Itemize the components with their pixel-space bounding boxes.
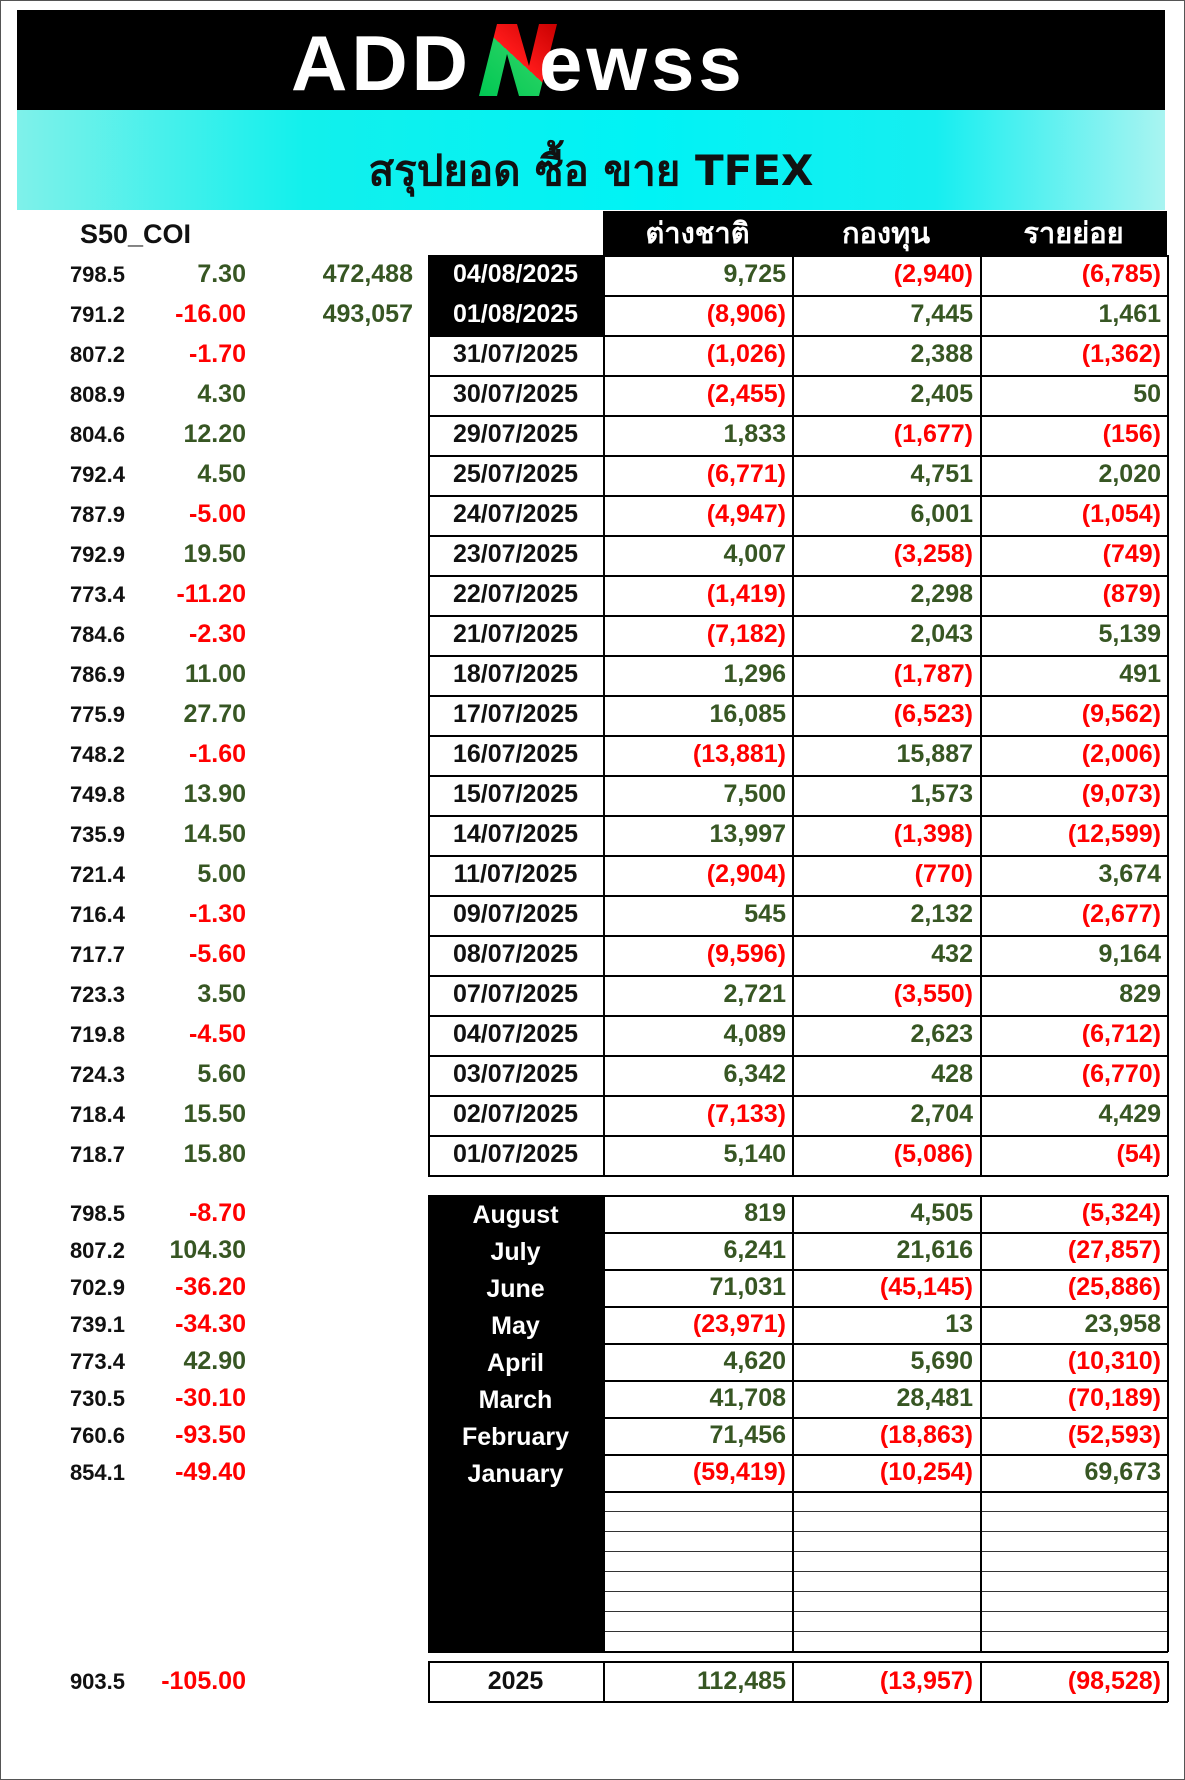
daily-foreign: 9,725 bbox=[723, 260, 786, 288]
total-retail: (98,528) bbox=[1067, 1667, 1161, 1695]
daily-change-value: -16.00 bbox=[175, 300, 246, 328]
daily-change-value: 5.60 bbox=[197, 1060, 246, 1088]
grid-line bbox=[603, 1531, 1168, 1532]
daily-index-value: 749.8 bbox=[69, 782, 125, 807]
grid-line bbox=[428, 495, 1168, 497]
monthly-retail: (52,593) bbox=[1067, 1421, 1161, 1449]
daily-fund: (2,940) bbox=[893, 260, 973, 288]
daily-change-value: 3.50 bbox=[197, 980, 246, 1008]
daily-change-value: 27.70 bbox=[183, 700, 246, 728]
grid-line bbox=[603, 255, 605, 1176]
daily-date: 01/08/2025 bbox=[452, 300, 579, 328]
daily-index-value: 716.4 bbox=[69, 902, 125, 927]
grid-line bbox=[603, 1611, 1168, 1612]
daily-change-value: -1.70 bbox=[189, 340, 246, 368]
daily-date: 14/07/2025 bbox=[452, 820, 579, 848]
header-foreign: ต่างชาติ bbox=[603, 211, 792, 255]
monthly-month: February bbox=[462, 1423, 569, 1451]
daily-foreign: (2,904) bbox=[706, 860, 786, 888]
daily-retail: 3,674 bbox=[1098, 860, 1161, 888]
daily-retail: 9,164 bbox=[1098, 940, 1161, 968]
daily-change-value: 13.90 bbox=[183, 780, 246, 808]
daily-change-value: -5.60 bbox=[189, 940, 246, 968]
monthly-retail: (70,189) bbox=[1067, 1384, 1161, 1412]
monthly-change-value: 104.30 bbox=[169, 1236, 246, 1264]
monthly-index-value: 807.2 bbox=[69, 1238, 125, 1263]
grid-line bbox=[603, 1343, 1168, 1345]
grid-line bbox=[428, 1651, 1168, 1653]
monthly-foreign: 819 bbox=[744, 1199, 786, 1227]
daily-date: 29/07/2025 bbox=[452, 420, 579, 448]
daily-fund: 4,751 bbox=[910, 460, 973, 488]
daily-index-value: 807.2 bbox=[69, 342, 125, 367]
grid-line bbox=[603, 1417, 1168, 1419]
daily-change-value: -5.00 bbox=[189, 500, 246, 528]
monthly-index-value: 773.4 bbox=[69, 1349, 125, 1374]
daily-date: 17/07/2025 bbox=[452, 700, 579, 728]
daily-fund: (1,398) bbox=[893, 820, 973, 848]
grid-line bbox=[603, 1591, 1168, 1592]
grid-line bbox=[792, 255, 794, 1176]
grid-line bbox=[428, 655, 1168, 657]
daily-retail: (156) bbox=[1102, 420, 1161, 448]
daily-index-value: 808.9 bbox=[69, 382, 125, 407]
grid-line bbox=[428, 1015, 1168, 1017]
logo-text-left: ADD bbox=[291, 19, 472, 102]
daily-retail: 5,139 bbox=[1098, 620, 1161, 648]
daily-retail: (2,677) bbox=[1081, 900, 1161, 928]
daily-index-value: 791.2 bbox=[69, 302, 125, 327]
grid-line bbox=[428, 255, 1168, 257]
daily-fund: 7,445 bbox=[910, 300, 973, 328]
daily-foreign: 545 bbox=[744, 900, 786, 928]
daily-fund: (6,523) bbox=[893, 700, 973, 728]
daily-index-value: 792.4 bbox=[69, 462, 125, 487]
daily-retail: 50 bbox=[1133, 380, 1161, 408]
monthly-month: March bbox=[478, 1386, 553, 1414]
daily-date: 07/07/2025 bbox=[452, 980, 579, 1008]
daily-foreign: (8,906) bbox=[706, 300, 786, 328]
grid-line bbox=[1167, 1195, 1169, 1652]
daily-index-value: 773.4 bbox=[69, 582, 125, 607]
grid-line bbox=[428, 1701, 1168, 1703]
daily-index-value: 748.2 bbox=[69, 742, 125, 767]
monthly-foreign: 41,708 bbox=[709, 1384, 786, 1412]
s50-coi-label: S50_COI bbox=[80, 219, 192, 249]
monthly-index-value: 798.5 bbox=[69, 1201, 125, 1226]
monthly-fund: (18,863) bbox=[879, 1421, 973, 1449]
daily-index-value: 723.3 bbox=[69, 982, 125, 1007]
daily-date: 30/07/2025 bbox=[452, 380, 579, 408]
grid-line bbox=[428, 935, 1168, 937]
brand-header bbox=[17, 10, 1165, 110]
daily-date: 22/07/2025 bbox=[452, 580, 579, 608]
daily-fund: (1,787) bbox=[893, 660, 973, 688]
daily-fund: (3,258) bbox=[893, 540, 973, 568]
monthly-month: July bbox=[490, 1238, 541, 1266]
grid-line bbox=[603, 1454, 1168, 1456]
grid-line bbox=[603, 1306, 1168, 1308]
title-bar bbox=[17, 110, 1165, 210]
daily-foreign: (1,419) bbox=[706, 580, 786, 608]
daily-foreign: (2,455) bbox=[706, 380, 786, 408]
grid-line bbox=[428, 615, 1168, 617]
monthly-change-value: -30.10 bbox=[175, 1384, 246, 1412]
monthly-fund: (45,145) bbox=[879, 1273, 973, 1301]
daily-retail: 4,429 bbox=[1098, 1100, 1161, 1128]
daily-date: 31/07/2025 bbox=[452, 340, 579, 368]
daily-foreign: (1,026) bbox=[706, 340, 786, 368]
daily-retail: (9,073) bbox=[1081, 780, 1161, 808]
grid-line bbox=[980, 255, 982, 1176]
grid-line bbox=[428, 1661, 1168, 1663]
daily-foreign: 1,833 bbox=[723, 420, 786, 448]
monthly-change-value: -36.20 bbox=[175, 1273, 246, 1301]
monthly-index-value: 739.1 bbox=[69, 1312, 125, 1337]
total-fund: (13,957) bbox=[879, 1667, 973, 1695]
daily-change-value: -1.60 bbox=[189, 740, 246, 768]
grid-line bbox=[428, 1055, 1168, 1057]
daily-fund: 2,388 bbox=[910, 340, 973, 368]
daily-change-value: 15.80 bbox=[183, 1140, 246, 1168]
grid-line bbox=[428, 415, 1168, 417]
daily-index-value: 724.3 bbox=[69, 1062, 125, 1087]
monthly-change-value: -49.40 bbox=[175, 1458, 246, 1486]
logo-text-right: ewss bbox=[539, 19, 746, 102]
addnewss-logo bbox=[17, 18, 1165, 102]
grid-line bbox=[428, 1135, 1168, 1137]
grid-line bbox=[428, 855, 1168, 857]
grid-line bbox=[603, 1195, 605, 1652]
monthly-retail: (27,857) bbox=[1067, 1236, 1161, 1264]
daily-fund: 2,298 bbox=[910, 580, 973, 608]
total-year: 2025 bbox=[487, 1667, 544, 1695]
grid-line bbox=[603, 1491, 1168, 1493]
grid-line bbox=[603, 1631, 1168, 1632]
daily-open-interest: 472,488 bbox=[322, 260, 413, 288]
daily-change-value: 7.30 bbox=[197, 260, 246, 288]
monthly-month: April bbox=[487, 1349, 544, 1377]
daily-retail: (879) bbox=[1102, 580, 1161, 608]
grid-line bbox=[1167, 1661, 1169, 1702]
daily-retail: (6,770) bbox=[1081, 1060, 1161, 1088]
monthly-fund: 13 bbox=[945, 1310, 973, 1338]
monthly-retail: 23,958 bbox=[1084, 1310, 1161, 1338]
monthly-foreign: 6,241 bbox=[723, 1236, 786, 1264]
monthly-index-value: 760.6 bbox=[69, 1423, 125, 1448]
daily-index-value: 792.9 bbox=[69, 542, 125, 567]
header-fund: กองทุน bbox=[792, 211, 980, 255]
daily-foreign: 4,089 bbox=[723, 1020, 786, 1048]
daily-index-value: 787.9 bbox=[69, 502, 125, 527]
daily-fund: (1,677) bbox=[893, 420, 973, 448]
daily-fund: 1,573 bbox=[910, 780, 973, 808]
daily-retail: (749) bbox=[1102, 540, 1161, 568]
monthly-change-value: 42.90 bbox=[183, 1347, 246, 1375]
daily-foreign: 2,721 bbox=[723, 980, 786, 1008]
total-index-value: 903.5 bbox=[69, 1669, 125, 1694]
grid-line bbox=[428, 1195, 1168, 1197]
daily-index-value: 804.6 bbox=[69, 422, 125, 447]
daily-fund: (5,086) bbox=[893, 1140, 973, 1168]
daily-index-value: 775.9 bbox=[69, 702, 125, 727]
daily-foreign: (7,133) bbox=[706, 1100, 786, 1128]
daily-change-value: 15.50 bbox=[183, 1100, 246, 1128]
daily-foreign: 16,085 bbox=[709, 700, 786, 728]
monthly-foreign: (59,419) bbox=[692, 1458, 786, 1486]
daily-change-value: 11.00 bbox=[184, 660, 246, 688]
grid-line bbox=[603, 1269, 1168, 1271]
daily-date: 24/07/2025 bbox=[452, 500, 579, 528]
daily-index-value: 718.7 bbox=[69, 1142, 125, 1167]
daily-fund: 6,001 bbox=[910, 500, 973, 528]
daily-fund: 2,623 bbox=[910, 1020, 973, 1048]
grid-line bbox=[603, 1380, 1168, 1382]
daily-fund: (3,550) bbox=[893, 980, 973, 1008]
grid-line bbox=[603, 1551, 1168, 1552]
daily-date: 08/07/2025 bbox=[452, 940, 579, 968]
daily-retail: 2,020 bbox=[1098, 460, 1161, 488]
grid-line bbox=[428, 295, 1168, 297]
monthly-month: August bbox=[472, 1201, 559, 1229]
grid-line bbox=[428, 735, 1168, 737]
monthly-change-value: -34.30 bbox=[175, 1310, 246, 1338]
grid-line bbox=[792, 1195, 794, 1652]
daily-retail: (9,562) bbox=[1081, 700, 1161, 728]
grid-line bbox=[603, 1232, 1168, 1234]
monthly-month: June bbox=[486, 1275, 545, 1303]
daily-foreign: 4,007 bbox=[723, 540, 786, 568]
daily-date: 15/07/2025 bbox=[452, 780, 579, 808]
page-title: สรุปยอด ซื้อ ขาย TFEX bbox=[368, 146, 814, 195]
daily-index-value: 784.6 bbox=[69, 622, 125, 647]
daily-retail: (54) bbox=[1116, 1140, 1161, 1168]
total-foreign: 112,485 bbox=[697, 1667, 786, 1695]
monthly-retail: (10,310) bbox=[1067, 1347, 1161, 1375]
daily-foreign: 6,342 bbox=[723, 1060, 786, 1088]
grid-line bbox=[428, 1095, 1168, 1097]
daily-date: 04/07/2025 bbox=[452, 1020, 579, 1048]
grid-line bbox=[603, 1511, 1168, 1512]
daily-date: 09/07/2025 bbox=[452, 900, 579, 928]
grid-line bbox=[428, 695, 1168, 697]
daily-index-value: 735.9 bbox=[69, 822, 125, 847]
monthly-foreign: 71,456 bbox=[709, 1421, 786, 1449]
grid-line bbox=[428, 975, 1168, 977]
daily-fund: 2,704 bbox=[910, 1100, 973, 1128]
daily-change-value: 4.30 bbox=[197, 380, 246, 408]
daily-fund: 15,887 bbox=[896, 740, 973, 768]
daily-date: 25/07/2025 bbox=[452, 460, 579, 488]
daily-foreign: 13,997 bbox=[709, 820, 786, 848]
grid-line bbox=[428, 375, 1168, 377]
daily-index-value: 717.7 bbox=[69, 942, 125, 967]
daily-foreign: (6,771) bbox=[706, 460, 786, 488]
daily-index-value: 718.4 bbox=[69, 1102, 125, 1127]
monthly-retail: (5,324) bbox=[1081, 1199, 1161, 1227]
daily-foreign: 5,140 bbox=[723, 1140, 786, 1168]
daily-fund: 2,132 bbox=[910, 900, 973, 928]
grid-line bbox=[428, 255, 430, 1176]
daily-open-interest: 493,057 bbox=[322, 300, 413, 328]
daily-retail: (6,785) bbox=[1081, 260, 1161, 288]
daily-change-value: 19.50 bbox=[183, 540, 246, 568]
daily-index-value: 786.9 bbox=[69, 662, 125, 687]
monthly-index-value: 730.5 bbox=[69, 1386, 125, 1411]
daily-change-value: 5.00 bbox=[197, 860, 246, 888]
grid-line bbox=[603, 1571, 1168, 1572]
daily-fund: 432 bbox=[931, 940, 973, 968]
monthly-foreign: 71,031 bbox=[709, 1273, 786, 1301]
grid-line bbox=[428, 1195, 430, 1652]
monthly-index-value: 854.1 bbox=[69, 1460, 125, 1485]
monthly-fund: 28,481 bbox=[896, 1384, 973, 1412]
daily-foreign: 7,500 bbox=[723, 780, 786, 808]
total-change-value: -105.00 bbox=[161, 1667, 246, 1695]
daily-date: 01/07/2025 bbox=[452, 1140, 579, 1168]
grid-line bbox=[980, 1195, 982, 1652]
monthly-fund: 21,616 bbox=[896, 1236, 973, 1264]
daily-date: 18/07/2025 bbox=[452, 660, 579, 688]
daily-retail: (1,362) bbox=[1081, 340, 1161, 368]
daily-retail: 491 bbox=[1119, 660, 1161, 688]
daily-date: 02/07/2025 bbox=[452, 1100, 579, 1128]
daily-change-value: -2.30 bbox=[189, 620, 246, 648]
grid-line bbox=[428, 1175, 1168, 1177]
grid-line bbox=[428, 575, 1168, 577]
daily-change-value: 4.50 bbox=[197, 460, 246, 488]
daily-foreign: (4,947) bbox=[706, 500, 786, 528]
daily-retail: (1,054) bbox=[1081, 500, 1161, 528]
grid-line bbox=[428, 815, 1168, 817]
monthly-fund: 5,690 bbox=[910, 1347, 973, 1375]
daily-date: 21/07/2025 bbox=[452, 620, 579, 648]
daily-retail: (2,006) bbox=[1081, 740, 1161, 768]
daily-date: 16/07/2025 bbox=[452, 740, 579, 768]
daily-index-value: 721.4 bbox=[69, 862, 125, 887]
monthly-month: January bbox=[467, 1460, 564, 1488]
grid-line bbox=[428, 535, 1168, 537]
daily-date: 23/07/2025 bbox=[452, 540, 579, 568]
daily-fund: 2,405 bbox=[910, 380, 973, 408]
daily-change-value: -11.20 bbox=[176, 580, 246, 608]
daily-change-value: 12.20 bbox=[183, 420, 246, 448]
daily-foreign: 1,296 bbox=[723, 660, 786, 688]
monthly-index-value: 702.9 bbox=[69, 1275, 125, 1300]
grid-line bbox=[428, 335, 1168, 337]
daily-index-value: 719.8 bbox=[69, 1022, 125, 1047]
daily-fund: (770) bbox=[914, 860, 973, 888]
daily-date: 11/07/2025 bbox=[453, 860, 578, 888]
grid-line bbox=[603, 1661, 605, 1702]
monthly-foreign: 4,620 bbox=[723, 1347, 786, 1375]
grid-line bbox=[1167, 255, 1169, 1176]
daily-change-value: 14.50 bbox=[183, 820, 246, 848]
daily-index-value: 798.5 bbox=[69, 262, 125, 287]
monthly-month: May bbox=[491, 1312, 540, 1340]
monthly-foreign: (23,971) bbox=[692, 1310, 786, 1338]
daily-foreign: (9,596) bbox=[706, 940, 786, 968]
daily-date: 04/08/2025 bbox=[452, 260, 579, 288]
grid-line bbox=[428, 455, 1168, 457]
daily-change-value: -4.50 bbox=[189, 1020, 246, 1048]
daily-retail: (12,599) bbox=[1067, 820, 1161, 848]
monthly-change-value: -8.70 bbox=[189, 1199, 246, 1227]
daily-foreign: (7,182) bbox=[706, 620, 786, 648]
monthly-fund: (10,254) bbox=[879, 1458, 973, 1486]
grid-line bbox=[428, 775, 1168, 777]
daily-retail: 1,461 bbox=[1098, 300, 1161, 328]
daily-retail: 829 bbox=[1119, 980, 1161, 1008]
monthly-retail: (25,886) bbox=[1067, 1273, 1161, 1301]
daily-foreign: (13,881) bbox=[692, 740, 786, 768]
monthly-fund: 4,505 bbox=[910, 1199, 973, 1227]
daily-retail: (6,712) bbox=[1081, 1020, 1161, 1048]
daily-fund: 428 bbox=[931, 1060, 973, 1088]
header-retail: รายย่อย bbox=[980, 211, 1167, 255]
daily-date: 03/07/2025 bbox=[452, 1060, 579, 1088]
daily-fund: 2,043 bbox=[910, 620, 973, 648]
monthly-retail: 69,673 bbox=[1084, 1458, 1161, 1486]
grid-line bbox=[428, 895, 1168, 897]
monthly-change-value: -93.50 bbox=[175, 1421, 246, 1449]
daily-change-value: -1.30 bbox=[189, 900, 246, 928]
